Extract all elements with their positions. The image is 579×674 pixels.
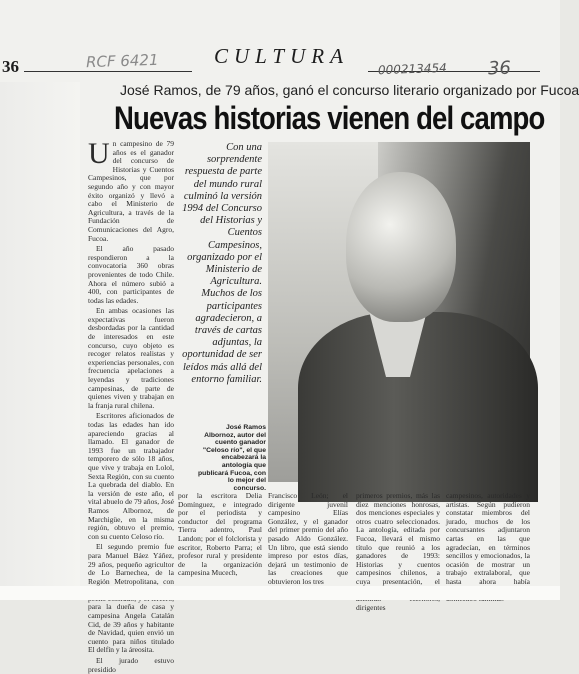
photo-caption: José Ramos Albornoz, autor del cuento ganador "Celoso río", el que encabezará la antología que publicará Fucoa, con lo mejor del concurso. — [198, 424, 266, 492]
article-column-2 — [178, 492, 262, 582]
article-column-1 — [88, 137, 174, 674]
archive-stamp: RCF 6421 — [85, 50, 159, 72]
paragraph: campesinos, autoridades y artistas. Según pudieron constatar miembros del jurado, muchos de los concursantes adjuntaron cartas en las que agradecían, en términos sencillos y emocionados, la ocasión de mostrar un trabajo extralaboral, que hasta ahora había — [446, 491, 530, 586]
article-column-5 — [446, 491, 530, 586]
paragraph: El segundo premio fue para Manuel Báez Yáñez, 29 años, pequeño agricultor de Lo Barnechea, de la Región Metropolitana, con para la dueña de casa y campesina Angela Catalán Cid, de 39 años y habitante de Navidad, quien envió un cuento para niños titulado El delfín y la áreosita. — [88, 542, 174, 655]
scan-edge — [0, 586, 560, 600]
paragraph: El año pasado respondieron a la convocatoria 360 obras provenientes de todo Chile. Ahora el número subió a 400, con participantes de todas las edades. — [88, 244, 174, 305]
article-headline: Nuevas historias vienen del campo — [114, 100, 545, 136]
page-margin — [0, 82, 80, 592]
paragraph: Francisco León; el dirigente juvenil campesino Elías González, y el ganador del primer premio del año pasado Aldo González. Un libro, que está siendo impreso por estos días, dejará un testimonio de las creaciones que obtuvieron los tres — [268, 491, 348, 586]
paragraph: n campesino de 79 años es el ganador del concurso de Historias y Cuentos Campesinos, que por segundo año y con mayor éxito organizó y llevó a cabo el Ministerio de Agricultura, a través de la Fundación de Comunicaciones del Agro, Fucoa. — [88, 139, 174, 243]
photo-head — [346, 172, 456, 322]
handwritten-page-number: 36 — [487, 57, 512, 80]
paragraph: En ambas ocasiones las expectativas fueron desbordadas por la cantidad de interesados en este concurso, cuyo objeto es recoger relatos realistas y experiencias personales, con frecuencia apelaciones a leyendas y tradiciones campesinas, de parte de quienes viven y trabajan en la franja rural chilena. — [88, 306, 174, 410]
portrait-photo — [268, 142, 530, 482]
paragraph: primeros premios, más las diez menciones honrosas, dos menciones especiales y otros cuatro seleccionados. La antología, editada por Fucoa, llevará el mismo título que reunió a los ganadores de 1993: Historias y cuentos campesinos chilenos, a cuya presentación, el dirigentes — [356, 491, 440, 612]
article-kicker: José Ramos, de 79 años, ganó el concurso literario organizado por Fucoa — [120, 82, 579, 98]
paragraph: Escritores aficionados de todas las edades han ido apareciendo gracias al llamado. El ganador de 1993 fue un trabajador temporero de sólo 18 años, que vive y trabaja en Lolol, Sexta Región, con su cuento La quebrada del diablo. En la versión de este año, el vital abuelo de 79 años, José Ramos Albornoz, de Marchigüe, en la misma región, obtuvo el premio, con su cuento Celoso río. — [88, 411, 174, 541]
section-rule-left — [24, 71, 192, 72]
drop-cap: U — [88, 137, 110, 170]
paragraph: El jurado estuvo presidido — [88, 656, 174, 674]
archive-code: 000213454 — [377, 60, 447, 78]
pull-quote: Con una sorprendente respuesta de parte del mundo rural culminó la versión 1994 del Concurso del Historias y Cuentos Campesinos, organizado por el Ministerio de Agricultura. Muchos de los participantes agradecieron, a través de cartas adjuntas, la oportunidad de ser leídos más allá del entorno familiar. — [182, 142, 262, 385]
page-number-left: 36 — [2, 57, 19, 76]
paragraph: por la escritora Delia Domínguez, e integrado por el periodista y conductor del programa Tierra adentro, Paul Landon; por el folclorista y escritor, Roberto Parra; el profesor rural y presidente de la organización campesina Mucech, — [178, 491, 262, 578]
article-column-3 — [268, 491, 348, 586]
article-column-4 — [356, 491, 440, 612]
section-title: CULTURA — [214, 44, 349, 68]
